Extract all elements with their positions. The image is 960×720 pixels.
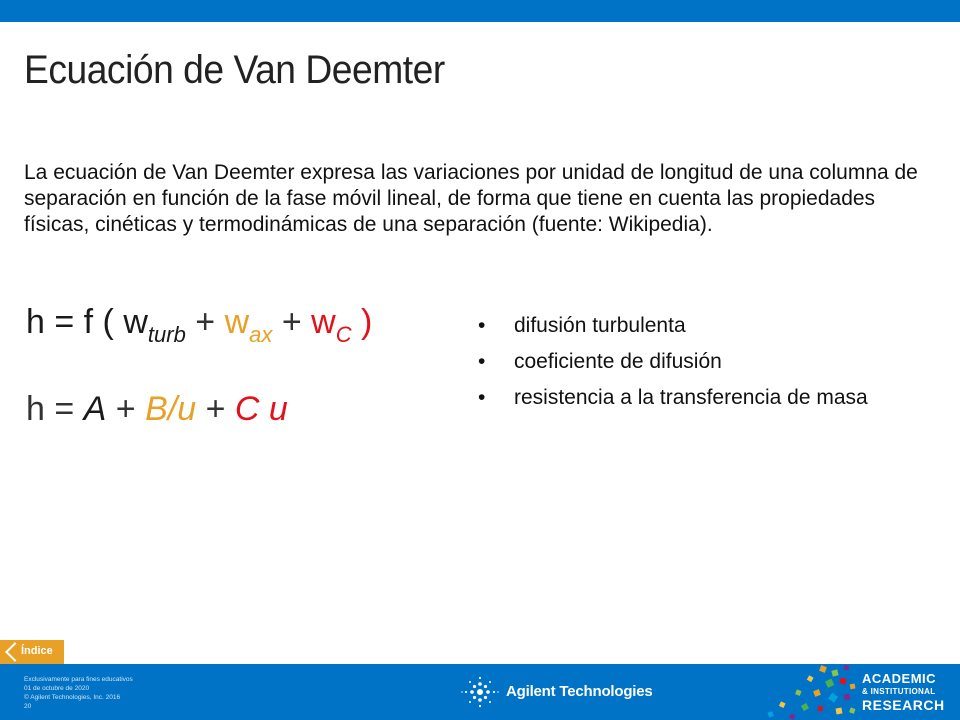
decorative-squares	[760, 664, 860, 720]
bullet-item	[478, 349, 918, 374]
bullet-dot: •	[478, 386, 486, 409]
indice-button[interactable]	[0, 640, 64, 664]
footer-bar	[0, 664, 960, 720]
bullet-item	[478, 313, 918, 338]
badge-line: RESEARCH	[862, 697, 945, 713]
bullet-dot: •	[478, 314, 486, 337]
eq2-c: C u	[234, 390, 288, 428]
eq1-w-ax	[224, 303, 273, 347]
eq1-lead: h = f (	[26, 303, 124, 341]
indice-label: Índice	[21, 645, 53, 657]
equation-2	[26, 390, 288, 429]
eq2-plus2: +	[196, 390, 235, 428]
bullet-list	[478, 313, 918, 421]
eq1-w3-sub: C	[335, 322, 352, 347]
legal-line: Exclusivamente para fines educativos	[24, 676, 133, 683]
bullet-dot: •	[478, 350, 486, 373]
bullet-text: resistencia a la transferencia de masa	[514, 386, 868, 409]
legal-line: 01 de octubre de 2020	[24, 685, 90, 692]
brand-name: Agilent Technologies	[506, 683, 653, 700]
eq2-lead: h =	[26, 390, 84, 428]
eq1-w-c	[311, 303, 352, 347]
eq1-w1: w	[123, 303, 148, 341]
eq1-plus2: +	[272, 303, 312, 341]
bullet-text: difusión turbulenta	[514, 314, 686, 337]
badge-line: & INSTITUTIONAL	[862, 687, 936, 696]
eq1-w2-sub: ax	[249, 322, 273, 347]
top-bar	[0, 0, 960, 22]
eq1-w1-sub: turb	[147, 322, 186, 347]
page-number: 20	[24, 703, 32, 710]
equation-1	[26, 303, 373, 347]
bullet-item	[478, 385, 918, 410]
eq2-a: A	[83, 390, 107, 428]
slide-title: Ecuación de Van Deemter	[24, 48, 445, 92]
eq1-w-turb	[123, 303, 186, 347]
academic-research-badge	[862, 672, 945, 712]
legal-line: © Agilent Technologies, Inc. 2016	[24, 694, 121, 701]
badge-line: ACADEMIC	[862, 671, 937, 686]
bullet-text: coeficiente de difusión	[514, 350, 722, 373]
agilent-spark-icon	[460, 674, 500, 710]
eq2-plus1: +	[106, 390, 146, 428]
agilent-logo	[460, 674, 660, 710]
eq2-b: B/u	[145, 390, 197, 428]
eq1-plus1: +	[185, 303, 225, 341]
intro-paragraph: La ecuación de Van Deemter expresa las variaciones por unidad de longitud de una columna de separación en función de la fase móvil lineal, de forma que tiene en cuenta las propiedades físicas, cinéticas y termodinámicas de una separación (fuente: Wikipedia).	[24, 161, 918, 236]
eq1-w2: w	[224, 303, 250, 341]
footer-legal	[24, 675, 133, 711]
eq1-w3: w	[311, 303, 336, 341]
eq1-close: )	[351, 303, 373, 341]
